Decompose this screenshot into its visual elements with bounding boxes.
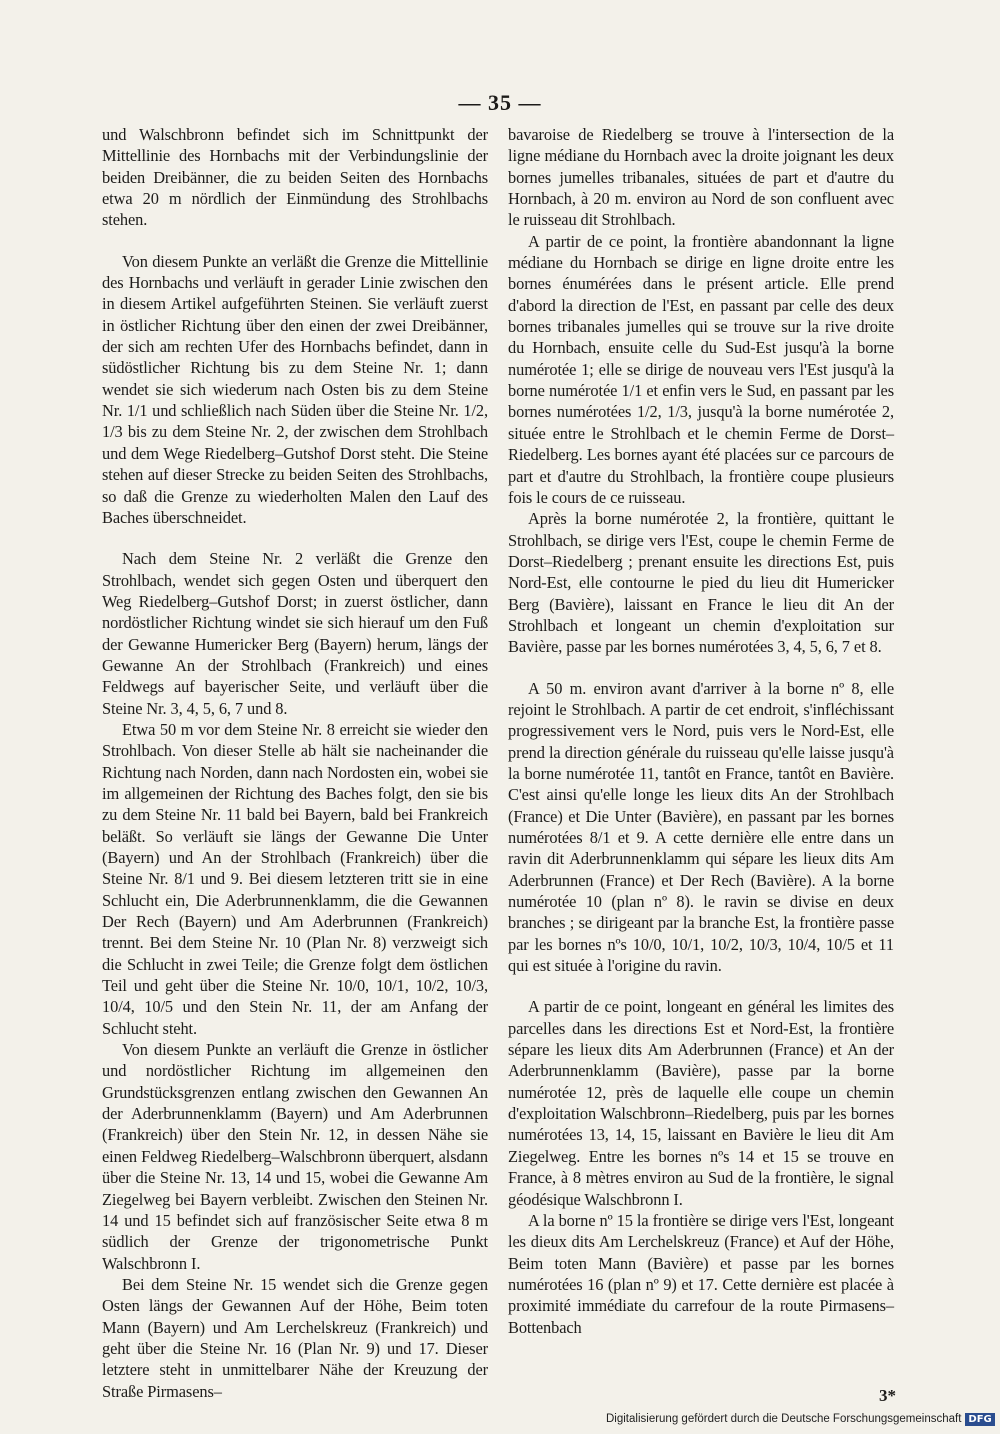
french-column [508, 124, 894, 1338]
signature-mark: 3* [879, 1386, 896, 1405]
page-number: — 35 — [458, 90, 542, 115]
french-paragraph-2: A partir de ce point, la frontière abandonnant la ligne médiane du Hornbach se dirige en ligne droite entre les bornes énumérées dans le présent article. Elle prend d'abord la direction de l'Est, en passant par celle des deux bornes tribanales jumelles qui se trouve sur la rive droite du Hornbach, ensuite celle du Sud-Est jusqu'à la borne numérotée 1; elle se dirige de nouveau vers l'Est jusqu'à la borne numérotée 1/1 et enfin vers le Sud, en passant par les bornes numérotées 1/2, 1/3, jusqu'à la borne numérotée 2, située entre le Strohlbach et le chemin Ferme de Dorst–Riedelberg. Les bornes ayant été placées sur ce parcours de part et d'autre du Strohlbach, la frontière coupe plusieurs fois le cours de ce ruisseau. [508, 231, 894, 507]
german-paragraph-5: Von diesem Punkte an verläuft die Grenze in östlicher und nordöstlicher Richtung im allgemeinen den Grundstücksgrenzen entlang zwischen den Gewannen An der Aderbrunnenklamm (Bayern) und Am Aderbrunnen (Frankreich) über den Stein Nr. 12, in dessen Nähe sie einen Feldweg Riedelberg–Walschbronn überquert, alsdann über die Steine Nr. 13, 14 und 15, wobei die Gewanne Am Ziegelweg bei Bayern verbleibt. Zwischen den Steinen Nr. 14 und 15 befindet sich auf französischer Seite etwa 8 m südlich der Grenze der trigonometrische Punkt Walschbronn I. [102, 1040, 488, 1273]
french-paragraph-4: A 50 m. environ avant d'arriver à la borne nº 8, elle rejoint le Strohlbach. A partir de cet endroit, s'infléchissant progressivement vers le Nord, puis vers le Nord-Est, elle prend la direction générale du ruisseau qu'elle laisse jusqu'à la borne numérotée 11, tantôt en France, tantôt en Bavière. C'est ainsi qu'elle longe les lieux dits An der Strohlbach (France) et Die Unter (Bavière), en passant par les bornes numérotées 8/1 et 9. A cette dernière elle entre dans un ravin dit Aderbrunnenklamm qui sépare les lieux dits Am Aderbrunnen (France) et Der Rech (Bavière). A la borne numérotée 10 (plan nº 8). le ravin se divise en deux branches ; se dirigeant par la branche Est, la frontière passe par les bornes nºs 10/0, 10/1, 10/2, 10/3, 10/4, 10/5 et 11 qui est située à l'origine du ravin. [508, 678, 894, 976]
french-paragraph-6: A la borne nº 15 la frontière se dirige vers l'Est, longeant les dieux dits Am Lerchelskreuz (France) et Auf der Höhe, Beim toten Mann (Bavière) et passe par les bornes numérotées 16 (plan nº 9) et 17. Cette dernière est placée à proximité immédiate du carrefour de la route Pirmasens–Bottenbach [508, 1210, 894, 1337]
french-paragraph-1: bavaroise de Riedelberg se trouve à l'intersection de la ligne médiane du Hornbach avec la droite joignant les deux bornes jumelles tribanales, situées de part et d'autre du Hornbach, à 20 m. environ au Nord de son confluent avec le ruisseau dit Strohlbach. [508, 125, 894, 230]
dfg-logo-icon: DFG [965, 1413, 994, 1426]
german-paragraph-3: Nach dem Steine Nr. 2 verläßt die Grenze den Strohlbach, wendet sich gegen Osten und überquert den Weg Riedelberg–Gutshof Dorst; in zuerst östlicher, dann nordöstlicher Richtung windet sie sich hierauf um den Fuß der Gewanne Humericker Berg (Bayern) herum, längs der Gewanne An der Strohlbach (Frankreich) und eines Feldwegs auf bayerischer Seite, und verläuft über die Steine Nr. 3, 4, 5, 6, 7 und 8. [102, 549, 488, 718]
french-paragraph-3: Après la borne numérotée 2, la frontière, quittant le Strohlbach, se dirige vers l'Est, coupe le chemin Ferme de Dorst–Riedelberg ; prenant ensuite les directions Est, puis Nord-Est, elle contourne le pied du lieu dit Humericker Berg (Bavière), laissant en France le lieu dit An der Strohlbach et longeant un chemin d'exploitation sur Bavière, passe par les bornes numérotées 3, 4, 5, 6, 7 et 8. [508, 509, 894, 657]
german-column [102, 124, 488, 1402]
german-paragraph-4: Etwa 50 m vor dem Steine Nr. 8 erreicht sie wieder den Strohlbach. Von dieser Stelle ab hält sie nacheinander die Richtung nach Norden, dann nach Nordosten ein, wobei sie im allgemeinen der Richtung des Baches folgt, den sie bis zu dem Steine Nr. 11 bald bei Bayern, bald bei Frankreich beläßt. So verläuft sie längs der Gewanne Die Unter (Bayern) und An der Strohlbach (Frankreich) über die Steine Nr. 8/1 und 9. Bei diesem letzteren tritt sie in eine Schlucht ein, Die Aderbrunnenklamm, die die Gewannen Der Rech (Bayern) und Am Aderbrunnen (Frankreich) trennt. Bei dem Steine Nr. 10 (Plan Nr. 8) verzweigt sich die Schlucht in zwei Teile; die Grenze folgt dem östlichen Teil und geht über die Steine Nr. 10/0, 10/1, 10/2, 10/3, 10/4, 10/5 und den Stein Nr. 11, der am Anfang der Schlucht steht. [102, 719, 488, 1038]
footer-credit [606, 1410, 1000, 1428]
german-paragraph-2: Von diesem Punkte an verläßt die Grenze die Mittellinie des Hornbachs und verläuft in gerader Linie zwischen den in diesem Artikel aufgeführten Steinen. Sie verläuft zuerst in östlicher Richtung über den einen der zwei Dreibänner, der sich am rechten Ufer des Hornbachs befindet, dann in südöstlicher Richtung bis zu dem Steine Nr. 1; dann wendet sie sich wiederum nach Osten bis zu dem Steine Nr. 1/1 und schließlich nach Süden über die Steine Nr. 1/2, 1/3 bis zu dem Steine Nr. 2, der zwischen dem Strohlbach und dem Wege Riedelberg–Gutshof Dorst steht. Die Steine stehen auf dieser Strecke zu beiden Seiten des Strohlbachs, so daß die Grenze zu wiederholten Malen den Lauf des Baches überschneidet. [102, 251, 488, 527]
footer-text: Digitalisierung gefördert durch die Deutsche Forschungsgemeinschaft [606, 1413, 962, 1425]
french-paragraph-5: A partir de ce point, longeant en général les limites des parcelles dans les directions Est et Nord-Est, la frontière sépare les lieux dits Am Aderbrunnen (France) et An der Aderbrunnenklamm (Bavière), passe par la borne numérotée 12, près de laquelle elle coupe un chemin d'exploitation Walschbronn–Riedelberg, puis par les bornes numérotées 13, 14, 15, laissant en Bavière le lieu dit Am Ziegelweg. Entre les bornes nºs 14 et 15 se trouve en France, à 8 mètres environ au Sud de la frontière, le signal géodésique Walschbronn I. [508, 997, 894, 1209]
german-paragraph-1: und Walschbronn befindet sich im Schnittpunkt der Mittellinie des Hornbachs mit der Verbindungslinie der beiden Dreibänner, die zu beiden Seiten des Hornbachs etwa 20 m nördlich der Einmündung des Strohlbachs stehen. [102, 125, 488, 230]
german-paragraph-6: Bei dem Steine Nr. 15 wendet sich die Grenze gegen Osten längs der Gewannen Auf der Höhe, Beim toten Mann (Bayern) und Am Lerchelskreuz (Frankreich) und geht über die Steine Nr. 16 (Plan Nr. 9) und 17. Dieser letztere steht in unmittelbarer Nähe der Kreuzung der Straße Pirmasens– [102, 1274, 488, 1401]
